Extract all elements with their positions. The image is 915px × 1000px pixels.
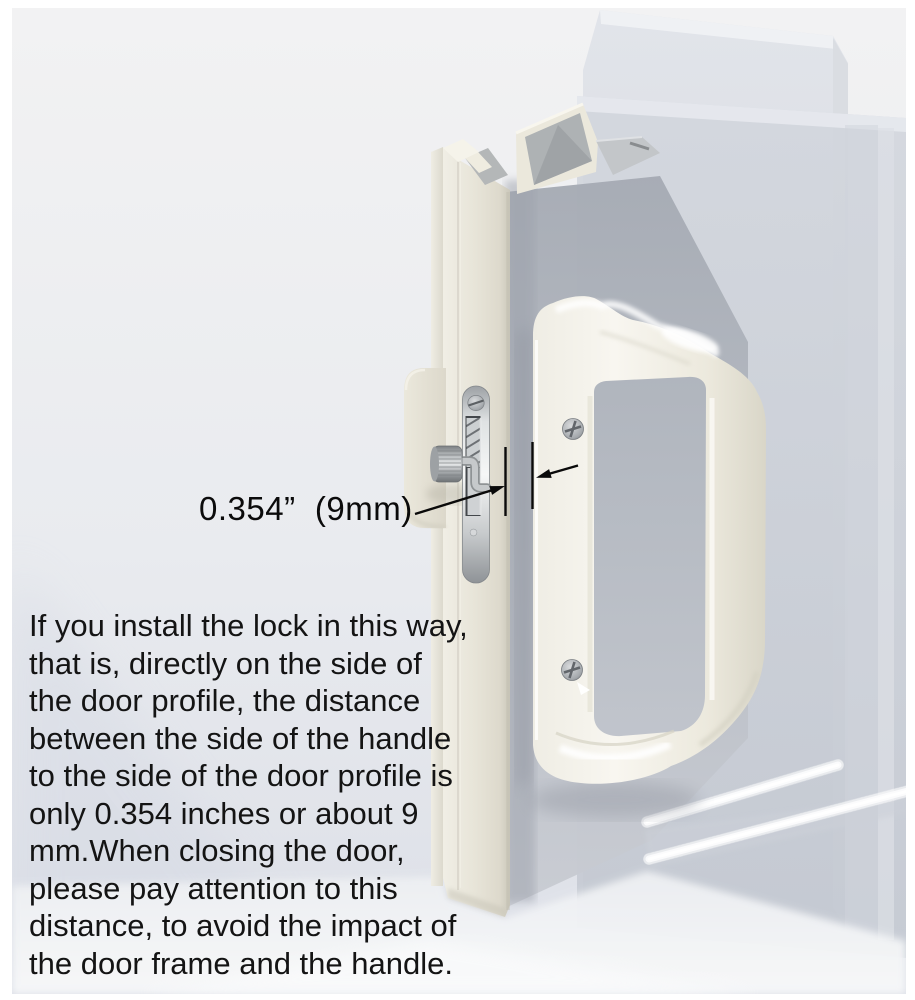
description-line: please pay attention to this bbox=[29, 870, 398, 906]
handle-screw-top bbox=[563, 419, 584, 440]
description-line: mm.When closing the door, bbox=[29, 833, 405, 868]
dimension-label: 0.354” (9mm) bbox=[199, 490, 413, 527]
description-line: If you install the lock in this way, bbox=[29, 608, 468, 643]
description-line: the door profile, the distance bbox=[29, 683, 421, 718]
description-line: distance, to avoid the impact of bbox=[29, 908, 457, 943]
description-line: between the side of the handle bbox=[29, 720, 452, 756]
description-line: the door frame and the handle. bbox=[29, 945, 453, 981]
description-line: that is, directly on the side of bbox=[29, 645, 422, 681]
description-line: to the side of the door profile is bbox=[29, 758, 453, 793]
description-line: only 0.354 inches or about 9 bbox=[29, 795, 419, 831]
description-text bbox=[29, 607, 468, 982]
